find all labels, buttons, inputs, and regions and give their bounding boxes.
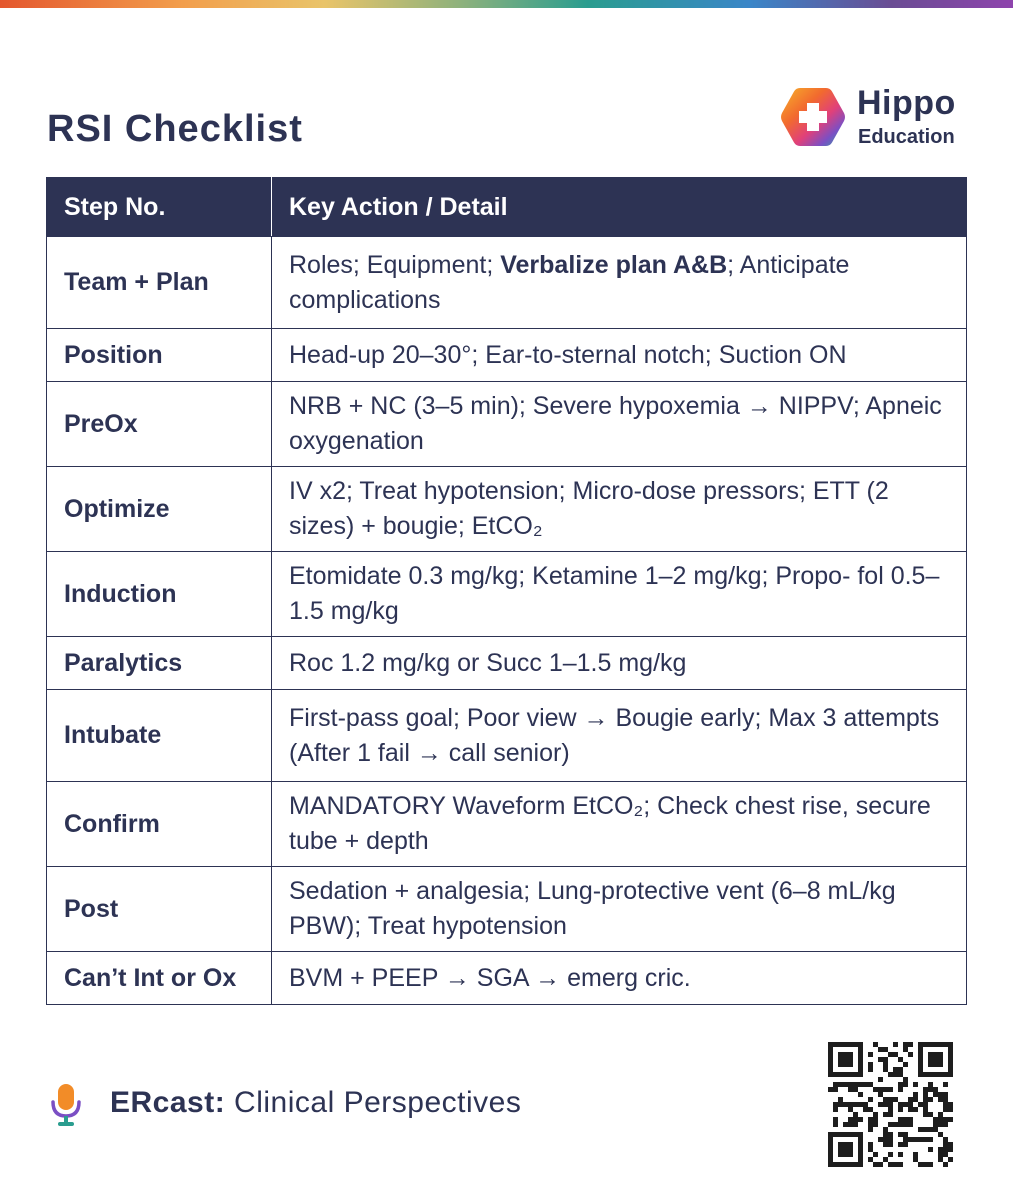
step-cell: Post <box>47 867 272 952</box>
microphone-icon <box>50 1082 82 1128</box>
table-row <box>47 467 967 552</box>
table-header-row <box>47 178 967 237</box>
podcast-brand: ERcast: <box>110 1086 226 1119</box>
action-cell <box>272 952 967 1005</box>
table-row <box>47 952 967 1005</box>
logo-text-education: Education <box>858 126 955 148</box>
column-header-step: Step No. <box>47 178 272 237</box>
action-text: Roc 1.2 mg/kg or Succ 1–1.5 mg/kg <box>289 648 687 677</box>
action-text: First-pass goal; Poor view → Bougie early; Max 3 attempts (After 1 fail → call senior) <box>289 703 940 767</box>
table-row <box>47 237 967 329</box>
action-text-tail: ; Anticipate complications <box>289 250 850 314</box>
step-cell: Induction <box>47 552 272 637</box>
podcast-subtitle: Clinical Perspectives <box>225 1086 522 1119</box>
rsi-checklist-table <box>46 177 967 1005</box>
qr-code-icon <box>828 1042 953 1167</box>
action-text: MANDATORY Waveform EtCO₂; Check chest rise, secure tube + depth <box>289 792 931 855</box>
step-cell: Optimize <box>47 467 272 552</box>
podcast-title <box>110 1086 521 1120</box>
action-cell <box>272 552 967 637</box>
logo-text-hippo: Hippo <box>857 84 956 122</box>
hexagon-plus-logo-icon <box>780 86 846 148</box>
table-row <box>47 329 967 382</box>
action-cell <box>272 329 967 382</box>
action-cell <box>272 382 967 467</box>
step-cell: Can’t Int or Ox <box>47 952 272 1005</box>
action-text: NRB + NC (3–5 min); Severe hypoxemia → NIPPV; Apneic oxygenation <box>289 392 942 455</box>
table-row <box>47 867 967 952</box>
step-cell: Intubate <box>47 690 272 782</box>
action-cell <box>272 237 967 329</box>
rainbow-accent-bar <box>0 0 1013 8</box>
action-text: BVM + PEEP → SGA → emerg cric. <box>289 963 691 992</box>
action-text: Roles; Equipment; <box>289 250 501 279</box>
step-cell: Team + Plan <box>47 237 272 329</box>
table-row <box>47 782 967 867</box>
action-cell <box>272 690 967 782</box>
action-text: IV x2; Treat hypotension; Micro-dose pressors; ETT (2 sizes) + bougie; EtCO₂ <box>289 477 889 540</box>
action-text: Etomidate 0.3 mg/kg; Ketamine 1–2 mg/kg; Propo- fol 0.5–1.5 mg/kg <box>289 562 940 625</box>
step-cell: Confirm <box>47 782 272 867</box>
action-cell <box>272 782 967 867</box>
column-header-action: Key Action / Detail <box>272 178 967 237</box>
action-cell <box>272 467 967 552</box>
action-text: Sedation + analgesia; Lung-protective vent (6–8 mL/kg PBW); Treat hypotension <box>289 877 896 940</box>
action-text: Head-up 20–30°; Ear-to-sternal notch; Suction ON <box>289 340 847 369</box>
table-row <box>47 382 967 467</box>
action-cell <box>272 867 967 952</box>
table-row <box>47 552 967 637</box>
action-text-bold: Verbalize plan A&B <box>500 250 728 279</box>
page-title: RSI Checklist <box>47 108 303 150</box>
action-cell <box>272 637 967 690</box>
hippo-education-logo <box>780 84 980 154</box>
step-cell: PreOx <box>47 382 272 467</box>
table-row <box>47 690 967 782</box>
step-cell: Paralytics <box>47 637 272 690</box>
step-cell: Position <box>47 329 272 382</box>
table-row <box>47 637 967 690</box>
